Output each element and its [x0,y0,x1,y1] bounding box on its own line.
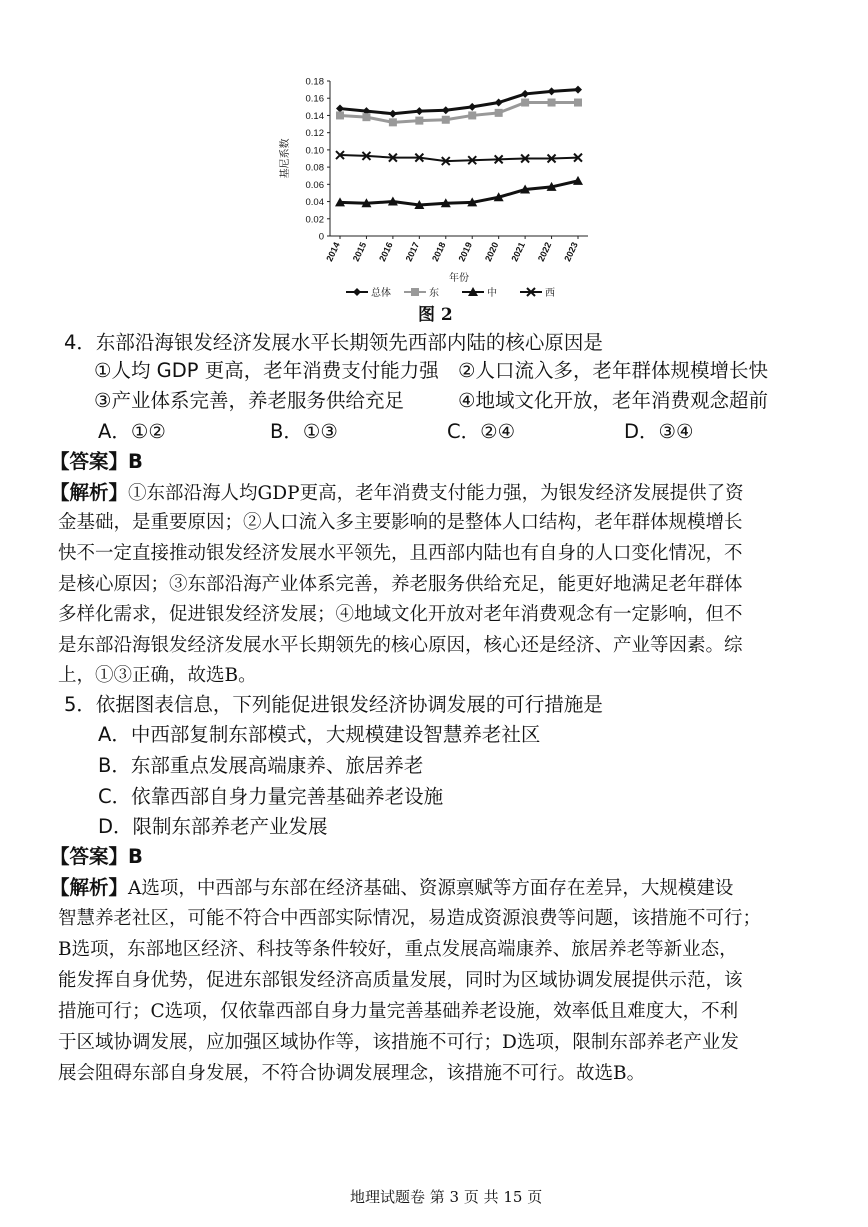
y-tick-label: 0.06 [305,179,324,191]
q5-answer-row [50,842,143,872]
data-point [389,118,397,126]
q5-analysis-line-7: 展会阻碍东部自身发展，不符合协调发展理念，该措施不可行。故选B。 [58,1063,646,1084]
x-tick-label: 2018 [430,240,448,263]
q4-answer-row [50,447,143,477]
legend-marker [353,288,361,296]
series-line-2 [340,181,578,205]
q5-option-d: D．限制东部养老产业发展 [98,815,328,838]
q5-answer-label: 【答案】 [50,845,129,868]
y-tick-label: 0.12 [305,128,324,140]
q5-analysis-line-6: 于区域协调发展，应加强区域协作等，该措施不可行；D选项，限制东部养老产业发 [58,1032,739,1053]
data-point [548,99,556,107]
data-point [574,99,582,107]
data-point [495,109,503,117]
q4-analysis-line-7: 上，①③正确，故选B。 [58,665,257,686]
y-tick-label: 0.08 [305,162,324,174]
q5-stem: 5．依据图表信息，下列能促进银发经济协调发展的可行措施是 [64,693,603,716]
q4-option-c: C．②④ [447,420,516,443]
data-point [336,111,344,119]
y-tick-label: 0.14 [305,110,324,122]
q4-option-b: B．①③ [270,420,338,443]
y-tick-label: 0 [318,231,324,243]
q4-analysis-line-4: 是核心原因；③东部沿海产业体系完善，养老服务供给充足，能更好地满足老年群体 [58,574,743,595]
data-point [521,99,529,107]
q4-statement-3: ③产业体系完善，养老服务供给充足 [94,389,404,412]
data-point [468,111,476,119]
x-tick-label: 2020 [482,240,501,263]
y-tick-label: 0.02 [305,214,324,226]
legend-entry: 中 [487,288,497,299]
q4-option-a: A．①② [98,420,166,443]
data-point [362,113,370,121]
q5-analysis-label: 【解析】 [50,876,129,899]
data-point [468,103,476,111]
q5-option-b: B．东部重点发展高端康养、旅居养老 [98,754,424,777]
series-line-3 [340,155,578,161]
q5-analysis-line-4: 能发挥自身优势，促进东部银发经济高质量发展，同时为区域协调发展提供示范，该 [58,970,743,991]
q4-answer-label: 【答案】 [50,450,129,473]
q4-answer-value: B [128,450,143,473]
legend-entry: 总体 [371,288,391,299]
legend-entry: 西 [545,288,555,299]
data-point [495,99,503,107]
x-axis-label: 年份 [449,273,469,284]
y-axis-label: 基尼系数 [280,138,291,179]
q4-analysis-line-5: 多样化需求，促进银发经济发展；④地域文化开放对老年消费观念有一定影响，但不 [58,604,743,625]
q4-option-d: D．③④ [624,420,694,443]
q4-analysis-line-2: 金基础，是重要原因；②人口流入多主要影响的是整体人口结构，老年群体规模增长 [58,512,743,533]
gini-coefficient-line-chart [270,66,610,306]
x-tick-label: 2022 [535,240,554,263]
q5-analysis-line-2: 智慧养老社区，可能不符合中西部实际情况，易造成资源浪费等问题，该措施不可行； [58,908,762,929]
x-tick-label: 2023 [562,240,580,263]
y-tick-label: 0.04 [305,197,324,209]
q5-answer-value: B [128,845,143,868]
page-footer: 地理试题卷 第 3 页 共 15 页 [350,1188,543,1206]
legend-marker [411,288,419,296]
data-point [521,90,529,98]
q5-option-c: C．依靠西部自身力量完善基础养老设施 [98,785,444,808]
y-tick-label: 0.16 [305,93,324,105]
data-point [415,107,423,115]
q4-statement-4: ④地域文化开放，老年消费观念超前 [458,389,768,412]
x-tick-label: 2021 [509,240,527,263]
x-tick-label: 2016 [377,240,395,263]
x-tick-label: 2019 [456,240,475,263]
data-point [548,87,556,95]
data-point [415,117,423,125]
q4-stem: 4．东部沿海银发经济发展水平长期领先西部内陆的核心原因是 [64,331,603,354]
q4-statement-2: ②人口流入多，老年群体规模增长快 [458,359,768,382]
x-tick-label: 2015 [350,240,369,263]
q5-option-a: A．中西部复制东部模式，大规模建设智慧养老社区 [98,723,541,746]
q5-analysis-line-3: B选项，东部地区经济、科技等条件较好，重点发展高端康养、旅居养老等新业态， [58,939,738,960]
legend-entry: 东 [429,288,439,299]
q4-analysis-line-3: 快不一定直接推动银发经济发展水平领先，且西部内陆也有自身的人口变化情况，不 [58,543,743,564]
x-tick-label: 2014 [324,240,342,263]
q4-analysis-line-6: 是东部沿海银发经济发展水平长期领先的核心原因，核心还是经济、产业等因素。综 [58,635,743,656]
y-tick-label: 0.18 [305,76,324,88]
data-point [336,105,344,113]
data-point [442,106,450,114]
q4-analysis-label: 【解析】 [50,481,129,504]
q4-analysis-line-1: 【解析】①东部沿海人均GDP更高，老年消费支付能力强，为银发经济发展提供了资 [50,481,744,504]
data-point [442,116,450,124]
figure-caption: 图 2 [418,305,453,325]
q5-analysis-line-1: 【解析】A选项，中西部与东部在经济基础、资源禀赋等方面存在差异，大规模建设 [50,876,734,899]
q4-statement-1: ①人均 GDP 更高，老年消费支付能力强 [94,359,439,382]
q5-analysis-line-5: 措施可行；C选项，仅依靠西部自身力量完善基础养老设施，效率低且难度大，不利 [58,1001,739,1022]
data-point [574,86,582,94]
x-tick-label: 2017 [403,240,422,263]
y-tick-label: 0.10 [305,145,324,157]
data-point [389,110,397,118]
